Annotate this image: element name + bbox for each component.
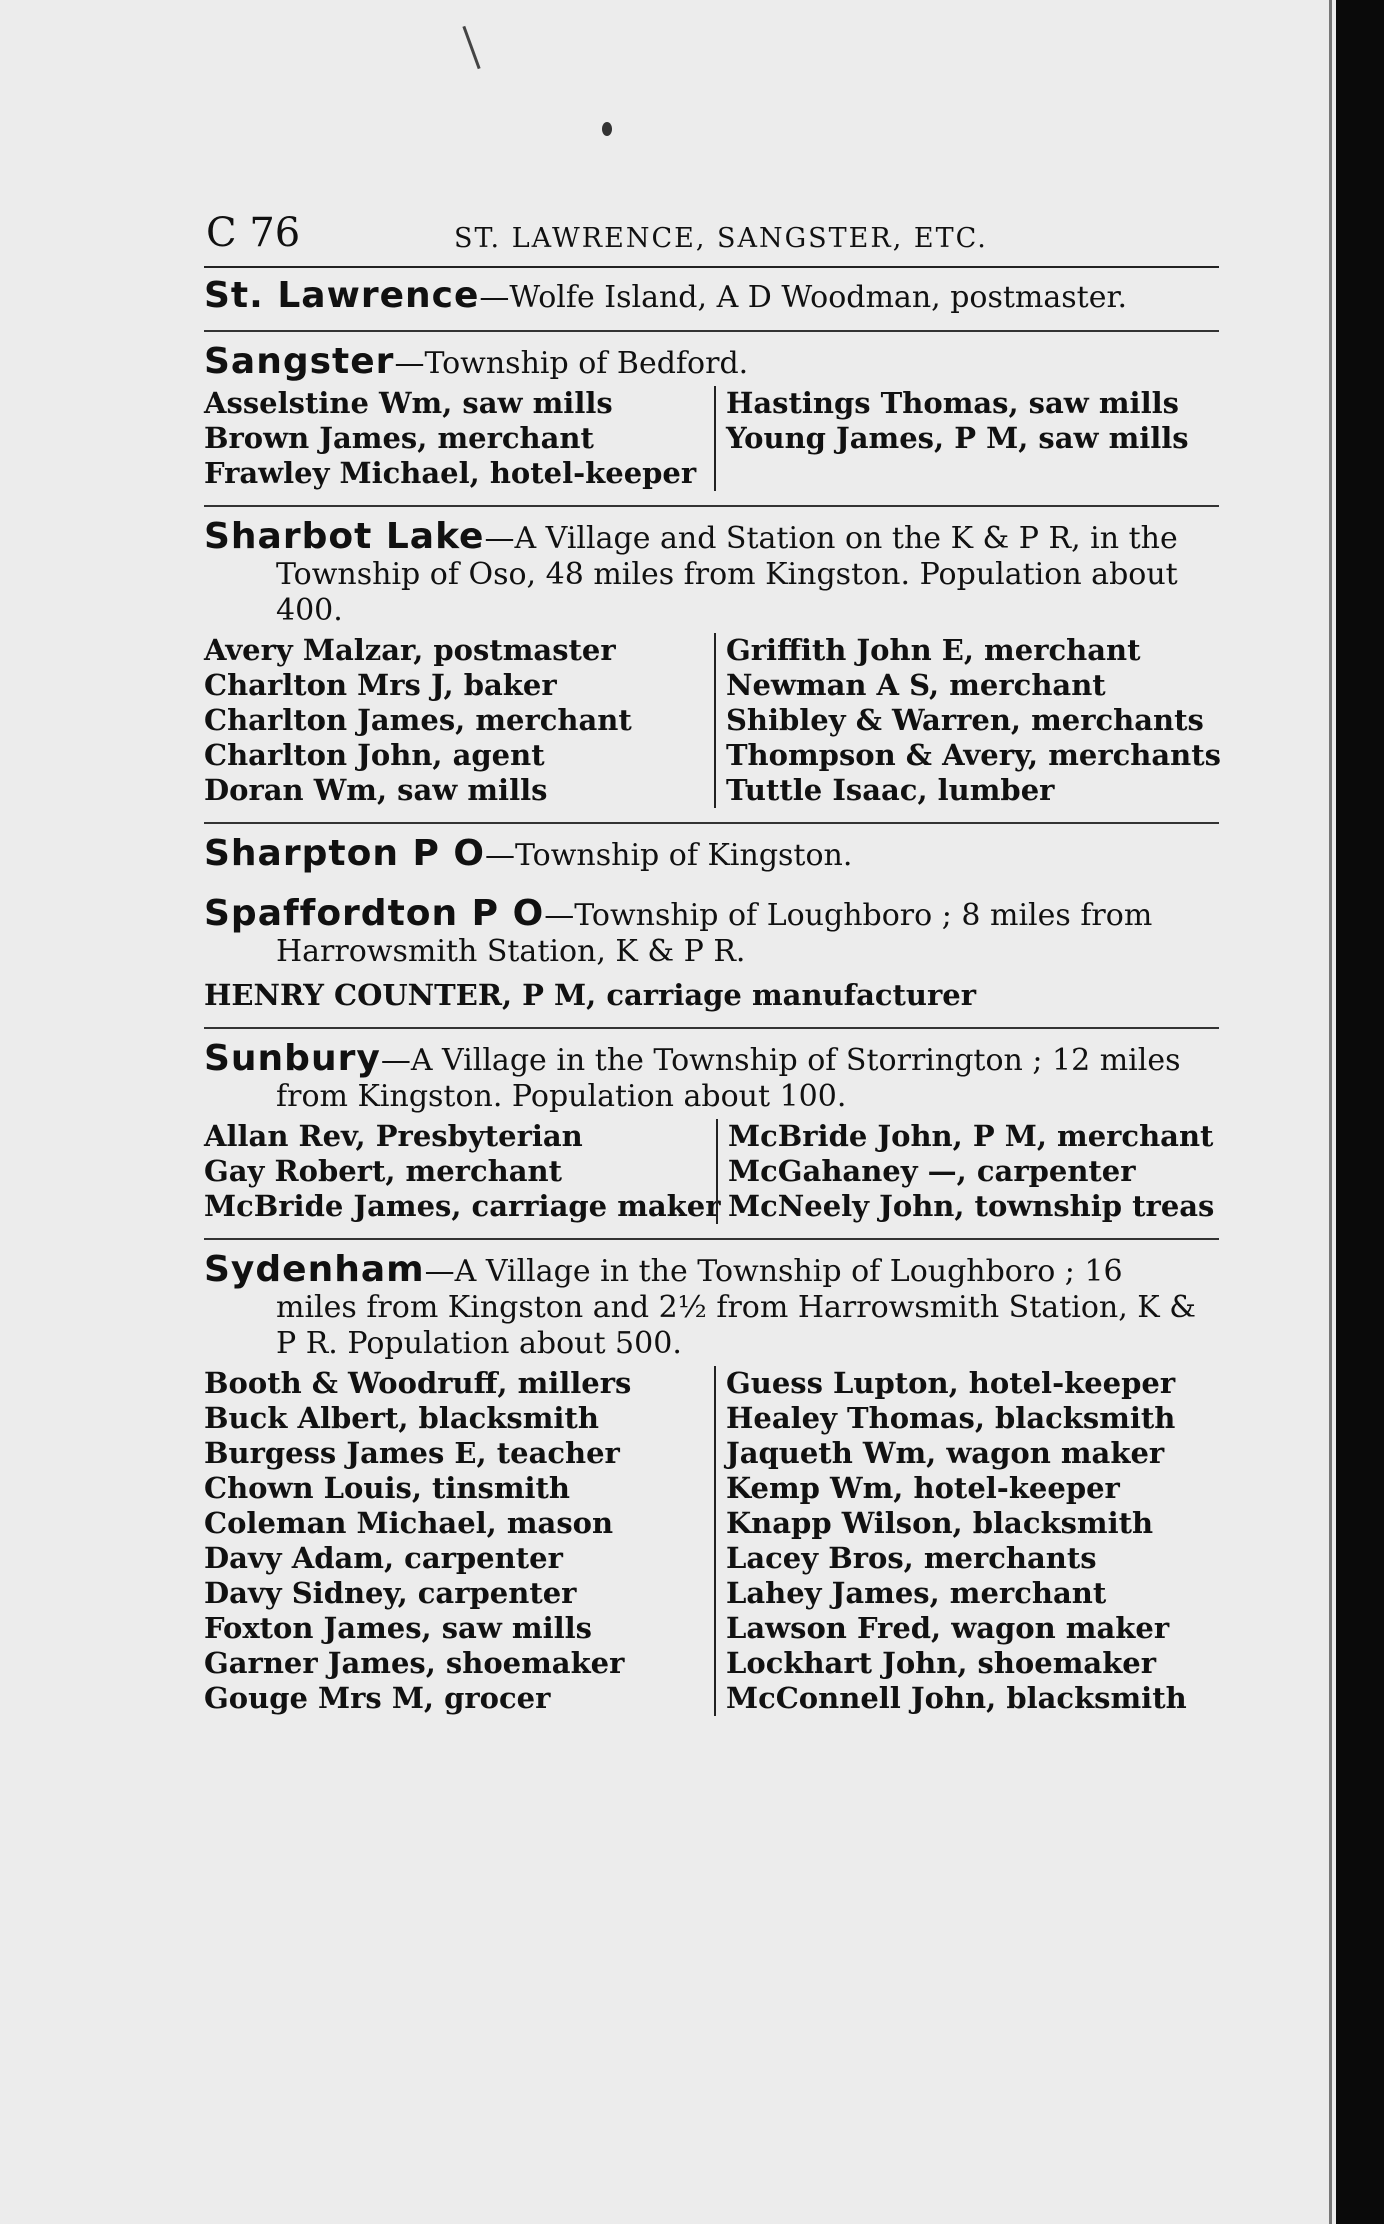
- listing: Lahey James, merchant: [725, 1576, 1107, 1610]
- listing: McBride John, P M, merchant: [728, 1119, 1214, 1153]
- listing: Asselstine Wm, saw mills: [204, 386, 613, 420]
- listing: Allan Rev, Presbyterian: [204, 1119, 583, 1153]
- entry-st-lawrence: [204, 275, 1224, 316]
- page-number: C 76: [206, 210, 301, 256]
- running-title: ST. LAWRENCE, SANGSTER, ETC.: [454, 223, 988, 254]
- place-name: St. Lawrence: [204, 275, 480, 316]
- place-description: —Wolfe Island, A D Woodman, postmaster.: [479, 280, 1128, 315]
- listing: Gay Robert, merchant: [204, 1154, 562, 1188]
- listing: Healey Thomas, blacksmith: [725, 1401, 1176, 1435]
- header-rule: [204, 266, 1219, 268]
- place-description: —A Village and Station on the K & P R, in the: [484, 521, 1178, 556]
- listing: Davy Adam, carpenter: [204, 1541, 563, 1575]
- right-column: [714, 1366, 1224, 1716]
- listing: Griffith John E, merchant: [725, 633, 1141, 667]
- left-column: [204, 386, 714, 491]
- listing: Gouge Mrs M, grocer: [204, 1681, 551, 1715]
- entry-sharbot-lake: [204, 516, 1224, 808]
- right-column: [716, 1119, 1224, 1224]
- listing: Thompson & Avery, merchants: [725, 738, 1221, 772]
- place-description: —A Village in the Township of Storrington ; 12 miles: [380, 1043, 1181, 1078]
- entry-sharpton: [204, 833, 1224, 874]
- directory-page: [204, 210, 1224, 1716]
- running-head: [204, 210, 1224, 262]
- place-name: Sharbot Lake: [204, 516, 485, 557]
- place-description: —A Village in the Township of Loughboro ; 16: [424, 1254, 1123, 1289]
- listing: Brown James, merchant: [204, 421, 594, 455]
- place-description: —Township of Bedford.: [394, 346, 749, 381]
- left-column: [204, 633, 714, 808]
- listing-columns: [204, 633, 1224, 808]
- listing: Newman A S, merchant: [725, 668, 1106, 702]
- listing: Jaqueth Wm, wagon maker: [725, 1436, 1165, 1470]
- listing: McNeely John, township treas: [728, 1189, 1215, 1223]
- left-column: [204, 1366, 714, 1716]
- listing: Foxton James, saw mills: [204, 1611, 592, 1645]
- section-rule: [204, 822, 1219, 824]
- place-name: Sharpton P O: [204, 833, 485, 874]
- listing: Avery Malzar, postmaster: [204, 633, 616, 667]
- scan-mark: [462, 26, 480, 69]
- place-description-cont: Township of Oso, 48 miles from Kingston. Population about 400.: [276, 557, 1178, 628]
- place-name: Sydenham: [204, 1249, 425, 1290]
- listing: Kemp Wm, hotel-keeper: [725, 1471, 1120, 1505]
- listing-columns: [204, 386, 1224, 491]
- entry-sunbury: [204, 1038, 1224, 1224]
- scan-border: [1336, 0, 1384, 2224]
- listing-columns: [204, 1366, 1224, 1716]
- page-edge-line: [1329, 0, 1332, 2224]
- listing: Doran Wm, saw mills: [204, 773, 548, 807]
- single-listing: HENRY COUNTER, P M, carriage manufacturer: [204, 978, 977, 1012]
- listing: Coleman Michael, mason: [204, 1506, 614, 1540]
- place-description: —Township of Loughboro ; 8 miles from: [544, 898, 1153, 933]
- listing: Lockhart John, shoemaker: [725, 1646, 1157, 1680]
- left-column: [204, 1119, 721, 1224]
- listing: Chown Louis, tinsmith: [204, 1471, 571, 1505]
- place-name: Sunbury: [204, 1038, 381, 1079]
- listing: Young James, P M, saw mills: [725, 421, 1189, 455]
- listing: Garner James, shoemaker: [204, 1646, 625, 1680]
- place-description-cont: from Kingston. Population about 100.: [276, 1079, 847, 1114]
- listing: Hastings Thomas, saw mills: [725, 386, 1179, 420]
- entry-spaffordton: [204, 893, 1224, 1013]
- entry-sangster: [204, 341, 1224, 491]
- right-column: [714, 386, 1224, 491]
- place-name: Spaffordton P O: [204, 893, 545, 934]
- listing: Davy Sidney, carpenter: [204, 1576, 577, 1610]
- listing: Knapp Wilson, blacksmith: [725, 1506, 1154, 1540]
- listing: Charlton Mrs J, baker: [204, 668, 557, 702]
- section-rule: [204, 1238, 1219, 1240]
- listing: Charlton James, merchant: [204, 703, 632, 737]
- section-rule: [204, 505, 1219, 507]
- listing: Burgess James E, teacher: [204, 1436, 620, 1470]
- place-description-cont: Harrowsmith Station, K & P R.: [276, 934, 746, 969]
- place-description-cont: miles from Kingston and 2½ from Harrowsmith Station, K & P R. Population about 500.: [276, 1290, 1196, 1361]
- listing: Lacey Bros, merchants: [725, 1541, 1097, 1575]
- section-rule: [204, 330, 1219, 332]
- place-name: Sangster: [204, 341, 395, 382]
- listing: McConnell John, blacksmith: [725, 1681, 1187, 1715]
- listing: Charlton John, agent: [204, 738, 545, 772]
- entry-sydenham: [204, 1249, 1224, 1716]
- listing: Booth & Woodruff, millers: [204, 1366, 632, 1400]
- listing: Buck Albert, blacksmith: [204, 1401, 599, 1435]
- place-description: —Township of Kingston.: [485, 838, 853, 873]
- section-rule: [204, 1027, 1219, 1029]
- ink-spot: [602, 122, 612, 136]
- listing: Shibley & Warren, merchants: [725, 703, 1204, 737]
- listing: Guess Lupton, hotel-keeper: [725, 1366, 1176, 1400]
- listing: Frawley Michael, hotel-keeper: [204, 456, 697, 490]
- right-column: [714, 633, 1224, 808]
- listing: Lawson Fred, wagon maker: [725, 1611, 1170, 1645]
- listing-columns: [204, 1119, 1224, 1224]
- listing: McBride James, carriage maker: [204, 1189, 721, 1223]
- listing: Tuttle Isaac, lumber: [725, 773, 1055, 807]
- listing: McGahaney —, carpenter: [728, 1154, 1136, 1188]
